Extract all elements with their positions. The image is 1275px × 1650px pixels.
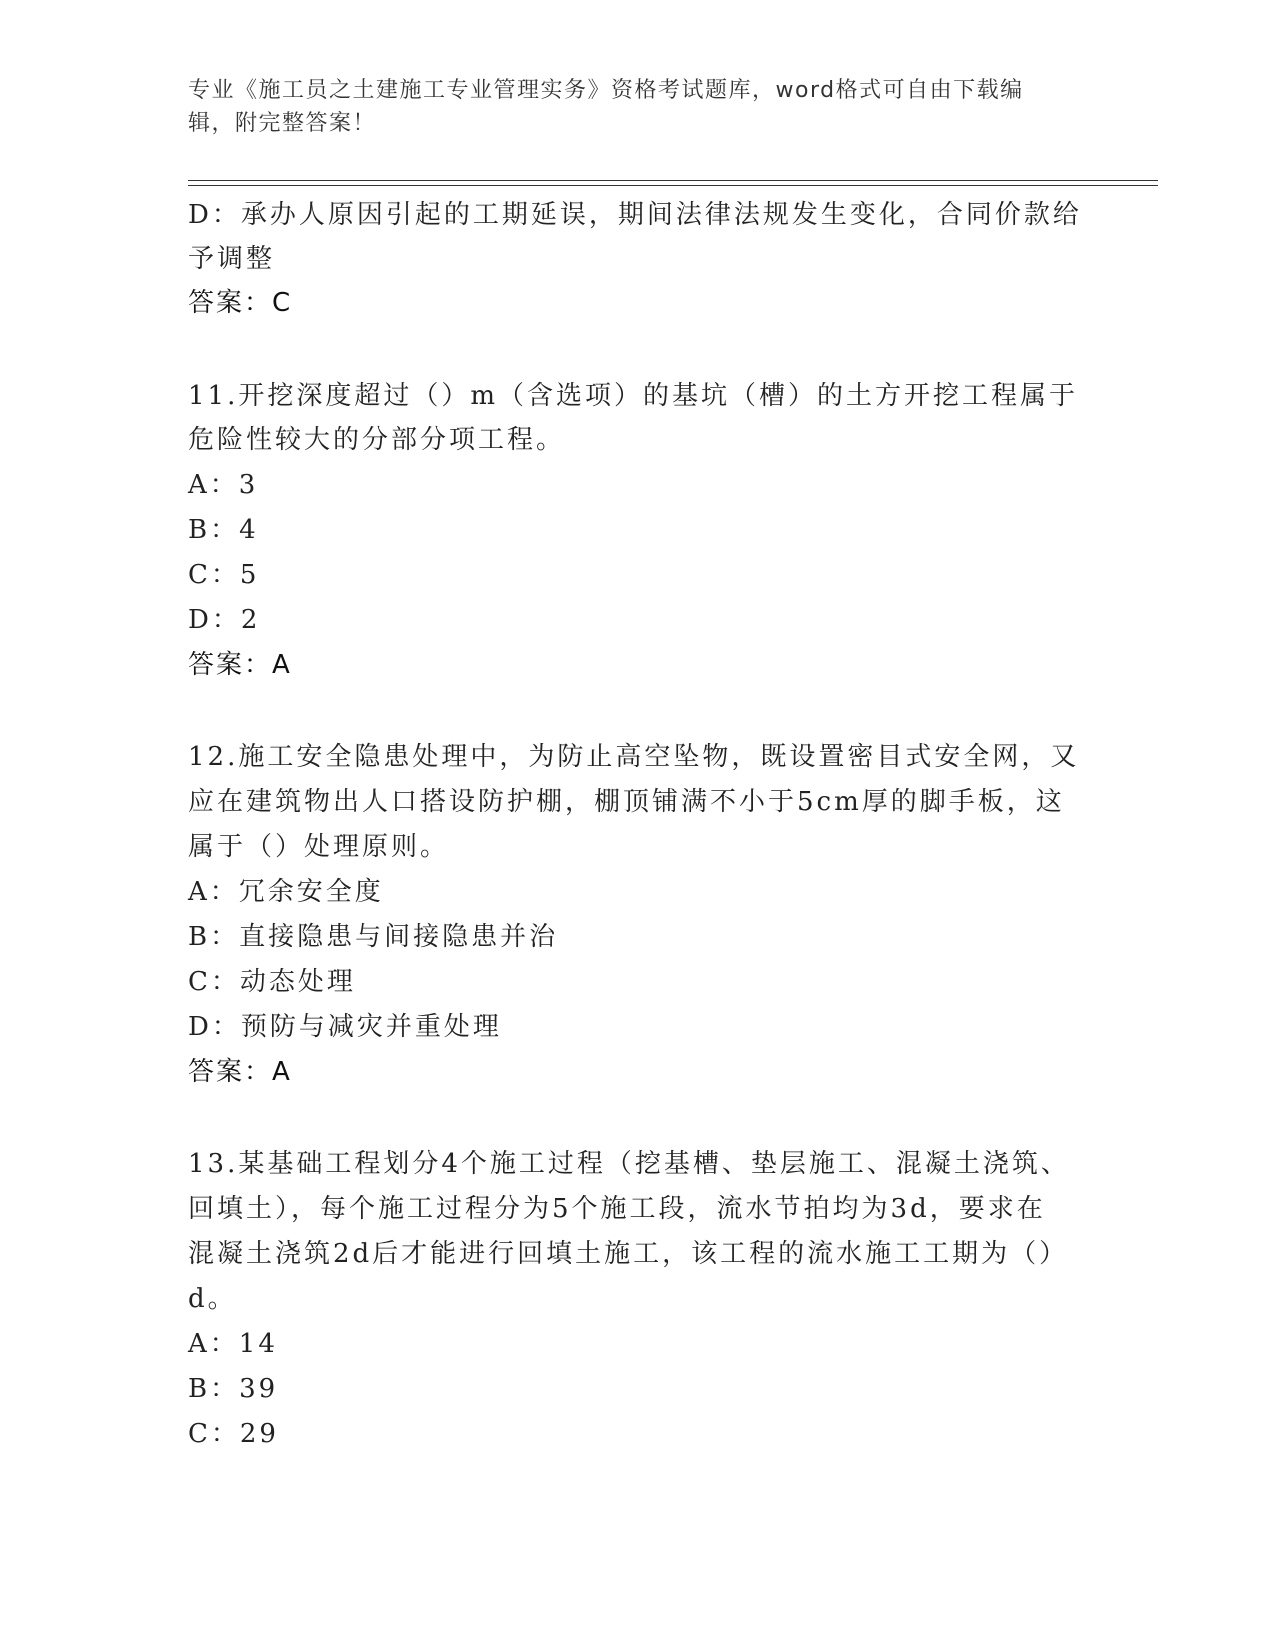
q12-answer: 答案：A: [188, 1057, 292, 1087]
header-line-2: 辑，附完整答案！: [188, 111, 377, 136]
header-line-1: 专业《施工员之土建施工专业管理实务》资格考试题库，word格式可自由下载编: [188, 78, 1024, 103]
q11-option-b: B：4: [188, 515, 259, 545]
q11-option-a: A：3: [188, 470, 259, 500]
q11-option-c: C：5: [188, 560, 260, 590]
q13-option-a: A：14: [188, 1329, 278, 1359]
q12-stem-line-2: 应在建筑物出人口搭设防护棚，棚顶铺满不小于5cm厚的脚手板，这: [188, 787, 1065, 817]
q12-stem-line-3: 属于（）处理原则。: [188, 832, 450, 862]
q13-option-c: C：29: [188, 1419, 279, 1449]
q13-stem-line-4: d。: [188, 1284, 237, 1314]
q12-option-d: D：预防与减灾并重处理: [188, 1012, 502, 1042]
q13-option-b: B：39: [188, 1374, 279, 1404]
q11-option-d: D：2: [188, 605, 261, 635]
q12-stem-line-1: 12.施工安全隐患处理中，为防止高空坠物，既设置密目式安全网，又: [188, 742, 1080, 772]
header-divider-bottom: [188, 185, 1158, 186]
prev-answer: 答案：C: [188, 288, 293, 318]
prev-option-d-line-1: D：承办人原因引起的工期延误，期间法律法规发生变化，合同价款给: [188, 200, 1082, 230]
q12-option-b: B：直接隐患与间接隐患并治: [188, 922, 559, 952]
q12-option-c: C：动态处理: [188, 967, 356, 997]
page-header: [188, 74, 1088, 140]
header-divider-top: [188, 180, 1158, 181]
q11-stem-line-1: 11.开挖深度超过（）m（含选项）的基坑（槽）的土方开挖工程属于: [188, 381, 1079, 411]
q13-stem-line-1: 13.某基础工程划分4个施工过程（挖基槽、垫层施工、混凝土浇筑、: [188, 1149, 1070, 1179]
q11-answer: 答案：A: [188, 650, 292, 680]
q13-stem-line-3: 混凝土浇筑2d后才能进行回填土施工，该工程的流水施工工期为（）: [188, 1239, 1069, 1269]
prev-option-d-line-2: 予调整: [188, 244, 276, 274]
q11-stem-line-2: 危险性较大的分部分项工程。: [188, 425, 566, 455]
q13-stem-line-2: 回填土），每个施工过程分为5个施工段，流水节拍均为3d，要求在: [188, 1194, 1046, 1224]
q12-option-a: A：冗余安全度: [188, 877, 384, 907]
